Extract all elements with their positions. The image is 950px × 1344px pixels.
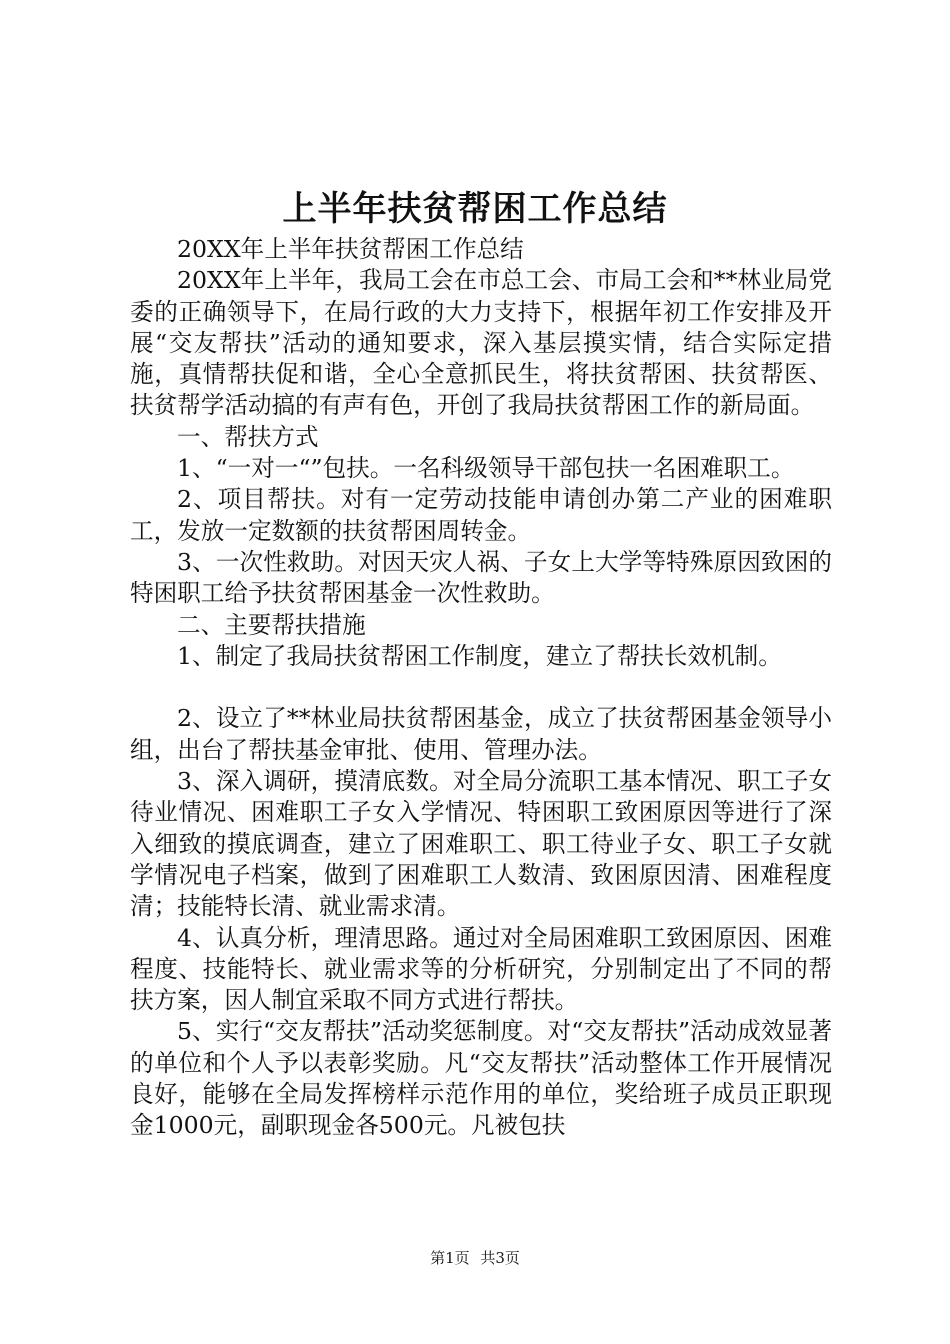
paragraph-measure-3: 3、深入调研，摸清底数。对全局分流职工基本情况、职工子女待业情况、困难职工子女入学情况、特困职工致困原因等进行了深入细致的摸底调查，建立了困难职工、职工待业子女、职工子女就学情况电子档案，做到了困难职工人数清、致困原因清、困难程度清；技能特长清、就业需求清。 [130, 767, 832, 921]
paragraph-subtitle: 20XX年上半年扶贫帮困工作总结 [177, 235, 524, 263]
paragraph-method-1: 1、“一对一“”包扶。一名科级领导干部包扶一名困难职工。 [177, 454, 795, 483]
section-heading-methods: 一、帮扶方式 [177, 422, 319, 451]
document-body [130, 234, 832, 1142]
document-title: 上半年扶贫帮困工作总结 [282, 189, 668, 229]
page-number: 第1页 [430, 1249, 470, 1267]
page-footer [0, 1248, 950, 1268]
paragraph-method-3: 3、一次性救助。对因天灾人祸、子女上大学等特殊原因致困的特困职工给予扶贫帮困基金一次性救助。 [130, 547, 832, 608]
paragraph-measure-1: 1、制定了我局扶贫帮困工作制度，建立了帮扶长效机制。 [177, 641, 782, 670]
paragraph-measure-5: 5、实行“交友帮扶”活动奖惩制度。对“交友帮扶”活动成效显著的单位和个人予以表彰奖励。凡“交友帮扶”活动整体工作开展情况良好，能够在全局发挥榜样示范作用的单位，奖给班子成员正职现金1000元，副职现金各500元。凡被包扶 [130, 1017, 832, 1140]
paragraph-method-2: 2、项目帮扶。对有一定劳动技能申请创办第二产业的困难职工，发放一定数额的扶贫帮困周转金。 [130, 485, 832, 545]
paragraph-measure-2: 2、设立了**林业局扶贫帮困基金，成立了扶贫帮困基金领导小组，出台了帮扶基金审批、使用、管理办法。 [130, 704, 832, 764]
page-total: 共3页 [480, 1249, 520, 1267]
paragraph-measure-4: 4、认真分析，理清思路。通过对全局困难职工致困原因、困难程度、技能特长、就业需求等的分析研究，分别制定出了不同的帮扶方案，因人制宜采取不同方式进行帮扶。 [130, 923, 832, 1015]
section-heading-measures: 二、主要帮扶措施 [177, 610, 366, 639]
paragraph-intro: 20XX年上半年，我局工会在市总工会、市局工会和**林业局党委的正确领导下，在局行政的大力支持下，根据年初工作安排及开展“交友帮扶”活动的通知要求，深入基层摸实情，结合实际定措施，真情帮扶促和谐，全心全意抓民生，将扶贫帮困、扶贫帮医、扶贫帮学活动搞的有声有色，开创了我局扶贫帮困工作的新局面。 [130, 266, 832, 420]
